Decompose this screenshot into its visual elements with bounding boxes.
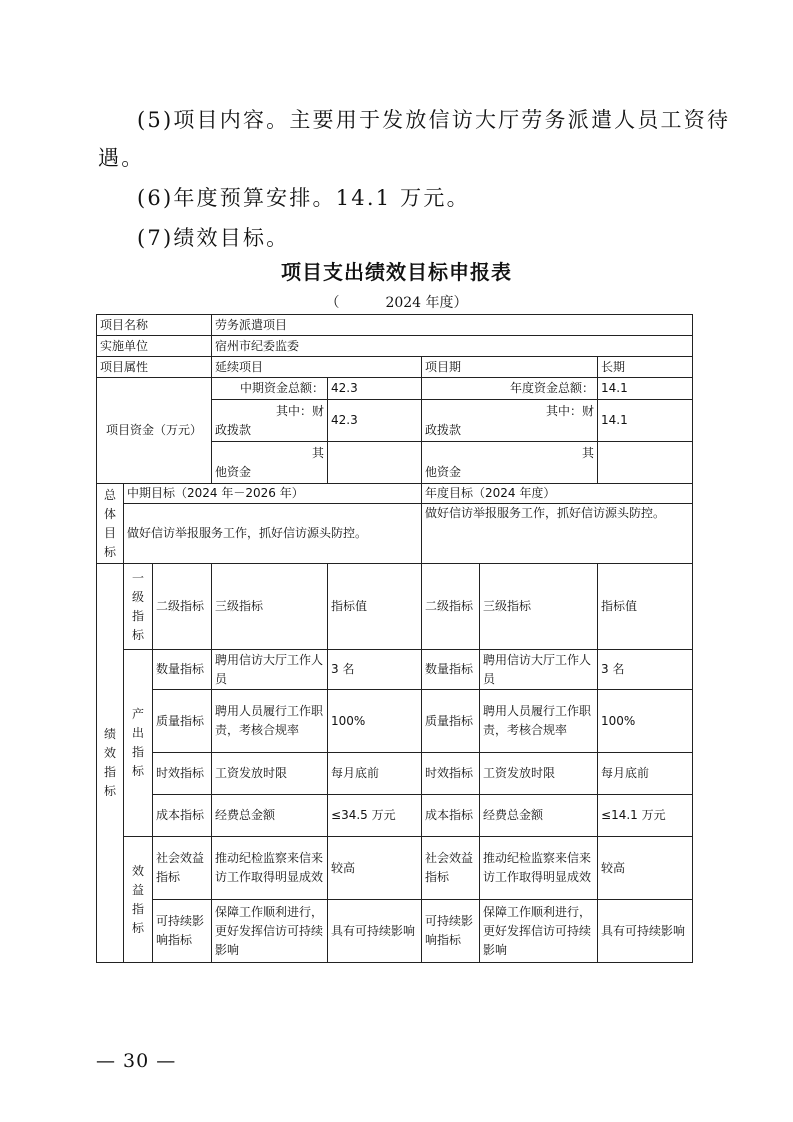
row-year-l3: 聘用人员履行工作职责，考核合规率 <box>480 690 598 753</box>
row-indicator-headers <box>97 564 693 650</box>
row-l3: 保障工作顺利进行，更好发挥信访可持续影响 <box>212 900 328 963</box>
row-value: 每月底前 <box>328 753 422 795</box>
row-l2: 成本指标 <box>153 795 212 837</box>
row-l2: 社会效益指标 <box>153 837 212 900</box>
paragraph-project-content-line2: 遇。 <box>98 146 145 170</box>
level3-label-year: 三级指标 <box>480 564 598 650</box>
mid-fiscal-label-b: 政拨款 <box>215 422 252 437</box>
mid-fiscal-label-a: 其中：财 <box>276 403 325 418</box>
level3-label-mid: 三级指标 <box>212 564 328 650</box>
table-row <box>97 837 693 900</box>
row-year-l3: 聘用信访大厅工作人员 <box>480 650 598 690</box>
mid-other-label-b: 他资金 <box>215 464 252 479</box>
table-row <box>97 795 693 837</box>
row-year-l2: 时效指标 <box>422 753 480 795</box>
unit-value: 宿州市纪委监委 <box>212 336 693 357</box>
mid-fiscal-label <box>212 400 328 442</box>
row-year-l2: 数量指标 <box>422 650 480 690</box>
row-l2: 时效指标 <box>153 753 212 795</box>
row-year-value: 较高 <box>598 837 693 900</box>
output-indicator-label: 产出指标 <box>124 650 153 837</box>
year-other-label-a: 其 <box>582 445 595 460</box>
row-year-l2: 可持续影响指标 <box>422 900 480 963</box>
table-row <box>97 690 693 753</box>
mid-goal-label: 中期目标（2024 年－2026 年） <box>124 484 422 504</box>
table-year <box>0 292 793 312</box>
year-total-value: 14.1 <box>598 378 693 400</box>
year-other-value <box>598 442 693 484</box>
row-year-l3: 保障工作顺利进行，更好发挥信访可持续影响 <box>480 900 598 963</box>
paragraph-project-content-line1: (5)项目内容。主要用于发放信访大厅劳务派遣人员工资待 <box>137 108 731 132</box>
row-year-l3: 经费总金额 <box>480 795 598 837</box>
row-value: 较高 <box>328 837 422 900</box>
year-fiscal-label-b: 政拨款 <box>425 422 462 437</box>
funds-label: 项目资金（万元） <box>97 378 212 484</box>
mid-fiscal-value: 42.3 <box>328 400 422 442</box>
value-label-year: 指标值 <box>598 564 693 650</box>
table-row <box>97 753 693 795</box>
period-label: 项目期 <box>422 357 598 378</box>
mid-total-value: 42.3 <box>328 378 422 400</box>
row-year-value: ≤14.1 万元 <box>598 795 693 837</box>
page-number: — 30 — <box>96 1050 177 1072</box>
row-goal-headers <box>97 484 693 504</box>
row-year-l2: 质量指标 <box>422 690 480 753</box>
row-l2: 质量指标 <box>153 690 212 753</box>
mid-other-label-a: 其 <box>312 445 325 460</box>
attr-value: 延续项目 <box>212 357 422 378</box>
year-fiscal-value: 14.1 <box>598 400 693 442</box>
paragraph-annual-budget: (6)年度预算安排。14.1 万元。 <box>137 186 470 210</box>
mid-other-label <box>212 442 328 484</box>
year-goal-text: 做好信访举报服务工作，抓好信访源头防控。 <box>422 504 693 564</box>
attr-label: 项目属性 <box>97 357 212 378</box>
row-unit <box>97 336 693 357</box>
project-name-label: 项目名称 <box>97 315 212 336</box>
row-attributes <box>97 357 693 378</box>
row-value: 3 名 <box>328 650 422 690</box>
mid-other-value <box>328 442 422 484</box>
level2-label-mid: 二级指标 <box>153 564 212 650</box>
row-year-value: 100% <box>598 690 693 753</box>
year-fiscal-label-a: 其中：财 <box>546 403 595 418</box>
row-year-l3: 推动纪检监察来信来访工作取得明显成效 <box>480 837 598 900</box>
row-funds-total <box>97 378 693 400</box>
mid-total-label: 中期资金总额： <box>212 378 328 400</box>
level2-label-year: 二级指标 <box>422 564 480 650</box>
row-l3: 聘用信访大厅工作人员 <box>212 650 328 690</box>
row-l2: 可持续影响指标 <box>153 900 212 963</box>
row-year-l3: 工资发放时限 <box>480 753 598 795</box>
row-value: 100% <box>328 690 422 753</box>
mid-goal-text: 做好信访举报服务工作，抓好信访源头防控。 <box>124 504 422 564</box>
overall-goal-label: 总体目标 <box>97 484 124 564</box>
level1-label: 一级指标 <box>124 564 153 650</box>
table-row <box>97 650 693 690</box>
paragraph-performance-goal: (7)绩效目标。 <box>137 226 290 250</box>
performance-table <box>96 314 693 963</box>
project-name-value: 劳务派遣项目 <box>212 315 693 336</box>
year-open-paren: （ <box>325 295 340 311</box>
year-fiscal-label <box>422 400 598 442</box>
row-l3: 推动纪检监察来信来访工作取得明显成效 <box>212 837 328 900</box>
row-value: ≤34.5 万元 <box>328 795 422 837</box>
value-label-mid: 指标值 <box>328 564 422 650</box>
row-project-name <box>97 315 693 336</box>
row-year-l2: 成本指标 <box>422 795 480 837</box>
row-year-value: 3 名 <box>598 650 693 690</box>
unit-label: 实施单位 <box>97 336 212 357</box>
row-year-value: 具有可持续影响 <box>598 900 693 963</box>
row-year-value: 每月底前 <box>598 753 693 795</box>
row-year-l2: 社会效益指标 <box>422 837 480 900</box>
perf-indicator-label: 绩效指标 <box>97 564 124 963</box>
table-row <box>97 900 693 963</box>
year-total-label: 年度资金总额： <box>422 378 598 400</box>
row-value: 具有可持续影响 <box>328 900 422 963</box>
year-other-label <box>422 442 598 484</box>
row-l3: 工资发放时限 <box>212 753 328 795</box>
row-goal-text <box>97 504 693 564</box>
year-goal-label: 年度目标（2024 年度） <box>422 484 693 504</box>
row-l3: 经费总金额 <box>212 795 328 837</box>
benefit-indicator-label: 效益指标 <box>124 837 153 963</box>
year-other-label-b: 他资金 <box>425 464 462 479</box>
year-text: 2024 年度） <box>385 295 468 311</box>
table-title: 项目支出绩效目标申报表 <box>281 260 512 284</box>
row-l2: 数量指标 <box>153 650 212 690</box>
row-l3: 聘用人员履行工作职责，考核合规率 <box>212 690 328 753</box>
period-value: 长期 <box>598 357 693 378</box>
